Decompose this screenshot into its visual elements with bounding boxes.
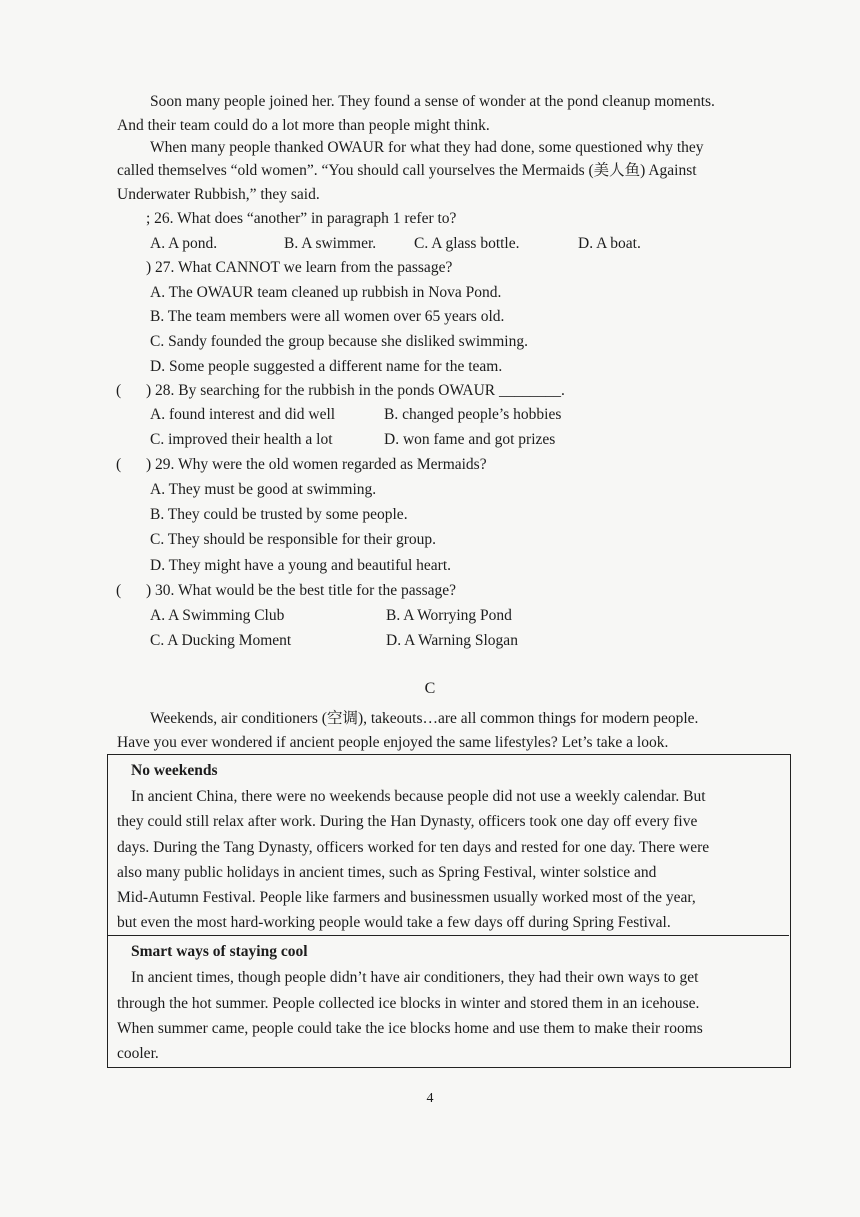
question-26-stem: ; 26. What does “another” in paragraph 1 refer to? bbox=[146, 210, 457, 227]
question-27-stem: ) 27. What CANNOT we learn from the passage? bbox=[146, 259, 453, 276]
option-28-d: D. won fame and got prizes bbox=[384, 431, 556, 448]
section-letter: C bbox=[424, 680, 436, 697]
option-26-d: D. A boat. bbox=[578, 235, 641, 252]
option-27-a: A. The OWAUR team cleaned up rubbish in Nova Pond. bbox=[150, 284, 502, 301]
box-line: they could still relax after work. During the Han Dynasty, officers took one day off every five bbox=[117, 813, 698, 830]
box-line: Mid-Autumn Festival. People like farmers and businessmen usually worked most of the year, bbox=[117, 889, 696, 906]
answer-paren: ( bbox=[116, 456, 122, 473]
box-line: cooler. bbox=[117, 1045, 159, 1062]
answer-paren: ( bbox=[116, 382, 122, 399]
option-28-a: A. found interest and did well bbox=[150, 406, 336, 423]
option-29-c: C. They should be responsible for their group. bbox=[150, 531, 436, 548]
option-26-a: A. A pond. bbox=[150, 235, 218, 252]
answer-paren: ( bbox=[116, 582, 122, 599]
passage-line: called themselves “old women”. “You should call yourselves the Mermaids (美人鱼) Against bbox=[117, 162, 697, 179]
passage-line: Underwater Rubbish,” they said. bbox=[117, 186, 320, 203]
passage-c-intro-line: Weekends, air conditioners (空调), takeouts…are all common things for modern people. bbox=[150, 710, 699, 727]
passage-line: When many people thanked OWAUR for what they had done, some questioned why they bbox=[150, 139, 704, 156]
option-28-c: C. improved their health a lot bbox=[150, 431, 333, 448]
box-line: but even the most hard-working people would take a few days off during Spring Festival. bbox=[117, 914, 671, 931]
option-30-a: A. A Swimming Club bbox=[150, 607, 285, 624]
option-26-b: B. A swimmer. bbox=[284, 235, 377, 252]
option-29-d: D. They might have a young and beautiful heart. bbox=[150, 557, 452, 574]
option-27-c: C. Sandy founded the group because she disliked swimming. bbox=[150, 333, 528, 350]
option-30-d: D. A Warning Slogan bbox=[386, 632, 518, 649]
option-28-b: B. changed people’s hobbies bbox=[384, 406, 562, 423]
option-30-c: C. A Ducking Moment bbox=[150, 632, 292, 649]
box-line: In ancient times, though people didn’t have air conditioners, they had their own ways to get bbox=[131, 969, 699, 986]
page-number: 4 bbox=[426, 1091, 434, 1106]
option-27-d: D. Some people suggested a different name for the team. bbox=[150, 358, 503, 375]
option-29-b: B. They could be trusted by some people. bbox=[150, 506, 408, 523]
box-line: through the hot summer. People collected ice blocks in winter and stored them in an icehouse. bbox=[117, 995, 700, 1012]
option-26-c: C. A glass bottle. bbox=[414, 235, 520, 252]
option-29-a: A. They must be good at swimming. bbox=[150, 481, 377, 498]
passage-line: Soon many people joined her. They found a sense of wonder at the pond cleanup moments. bbox=[150, 93, 715, 110]
box-line: also many public holidays in ancient times, such as Spring Festival, winter solstice and bbox=[117, 864, 657, 881]
box-divider bbox=[107, 935, 789, 936]
box-line: In ancient China, there were no weekends because people did not use a weekly calendar. But bbox=[131, 788, 706, 805]
passage-c-intro-line: Have you ever wondered if ancient people enjoyed the same lifestyles? Let’s take a look. bbox=[117, 734, 669, 751]
question-28-stem: ) 28. By searching for the rubbish in the ponds OWAUR ________. bbox=[146, 382, 565, 399]
section-heading-no-weekends: No weekends bbox=[131, 762, 218, 779]
box-line: When summer came, people could take the ice blocks home and use them to make their rooms bbox=[117, 1020, 703, 1037]
section-heading-staying-cool: Smart ways of staying cool bbox=[131, 943, 308, 960]
option-27-b: B. The team members were all women over 65 years old. bbox=[150, 308, 505, 325]
box-line: days. During the Tang Dynasty, officers worked for ten days and rested for one day. There were bbox=[117, 839, 710, 856]
passage-line: And their team could do a lot more than people might think. bbox=[117, 117, 490, 134]
question-30-stem: ) 30. What would be the best title for the passage? bbox=[146, 582, 457, 599]
question-29-stem: ) 29. Why were the old women regarded as Mermaids? bbox=[146, 456, 487, 473]
option-30-b: B. A Worrying Pond bbox=[386, 607, 512, 624]
